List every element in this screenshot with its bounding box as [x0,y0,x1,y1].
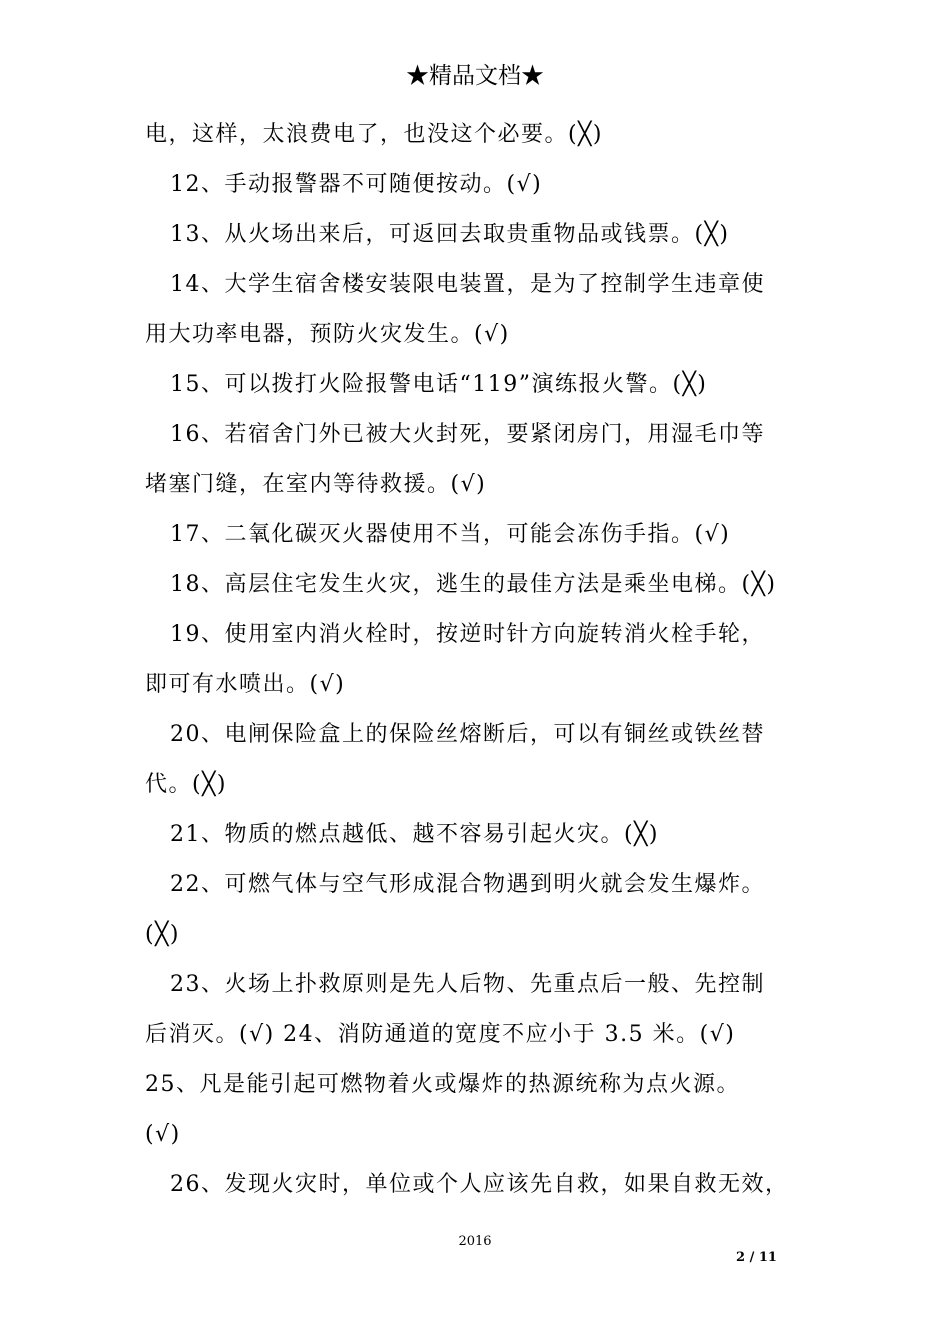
text-line: 16、若宿舍门外已被大火封死，要紧闭房门，用湿毛巾等 [170,422,765,447]
text-line: 即可有水喷出。(√) [145,672,346,697]
text-line: 21、物质的燃点越低、越不容易引起火灾。(╳) [170,822,659,847]
text-line: 用大功率电器，预防火灾发生。(√) [145,322,510,347]
page-header-title: ★精品文档★ [406,63,544,89]
text-line: 15、可以拨打火险报警电话“119”演练报火警。(╳) [170,372,708,397]
footer-year: 2016 [458,1234,492,1249]
text-line: 23、火场上扑救原则是先人后物、先重点后一般、先控制 [170,972,765,997]
text-line: 堵塞门缝，在室内等待救援。(√) [145,472,487,497]
text-line: 17、二氧化碳灭火器使用不当，可能会冻伤手指。(√) [170,522,731,547]
text-line: 后消灭。(√) 24、消防通道的宽度不应小于 3.5 米。(√) [145,1022,736,1047]
text-line: 13、从火场出来后，可返回去取贵重物品或钱票。(╳) [170,222,730,247]
text-line: 22、可燃气体与空气形成混合物遇到明火就会发生爆炸。 [170,872,765,897]
document-body [145,110,815,1210]
text-line: 18、高层住宅发生火灾，逃生的最佳方法是乘坐电梯。(╳) [170,572,777,597]
text-line: 25、凡是能引起可燃物着火或爆炸的热源统称为点火源。 [145,1072,740,1097]
text-line: 14、大学生宿舍楼安装限电装置，是为了控制学生违章使 [170,272,765,297]
text-line: (╳) [145,922,180,947]
text-line: 12、手动报警器不可随便按动。(√) [170,172,543,197]
text-line: 26、发现火灾时，单位或个人应该先自救，如果自救无效， [170,1172,789,1197]
text-line: 19、使用室内消火栓时，按逆时针方向旋转消火栓手轮， [170,622,765,647]
text-line: 电，这样，太浪费电了，也没这个必要。(╳) [145,122,603,147]
page-number: 2 / 11 [736,1250,777,1265]
text-line: (√) [145,1122,181,1147]
text-line: 20、电闸保险盒上的保险丝熔断后，可以有铜丝或铁丝替 [170,722,765,747]
text-line: 代。(╳) [145,772,227,797]
